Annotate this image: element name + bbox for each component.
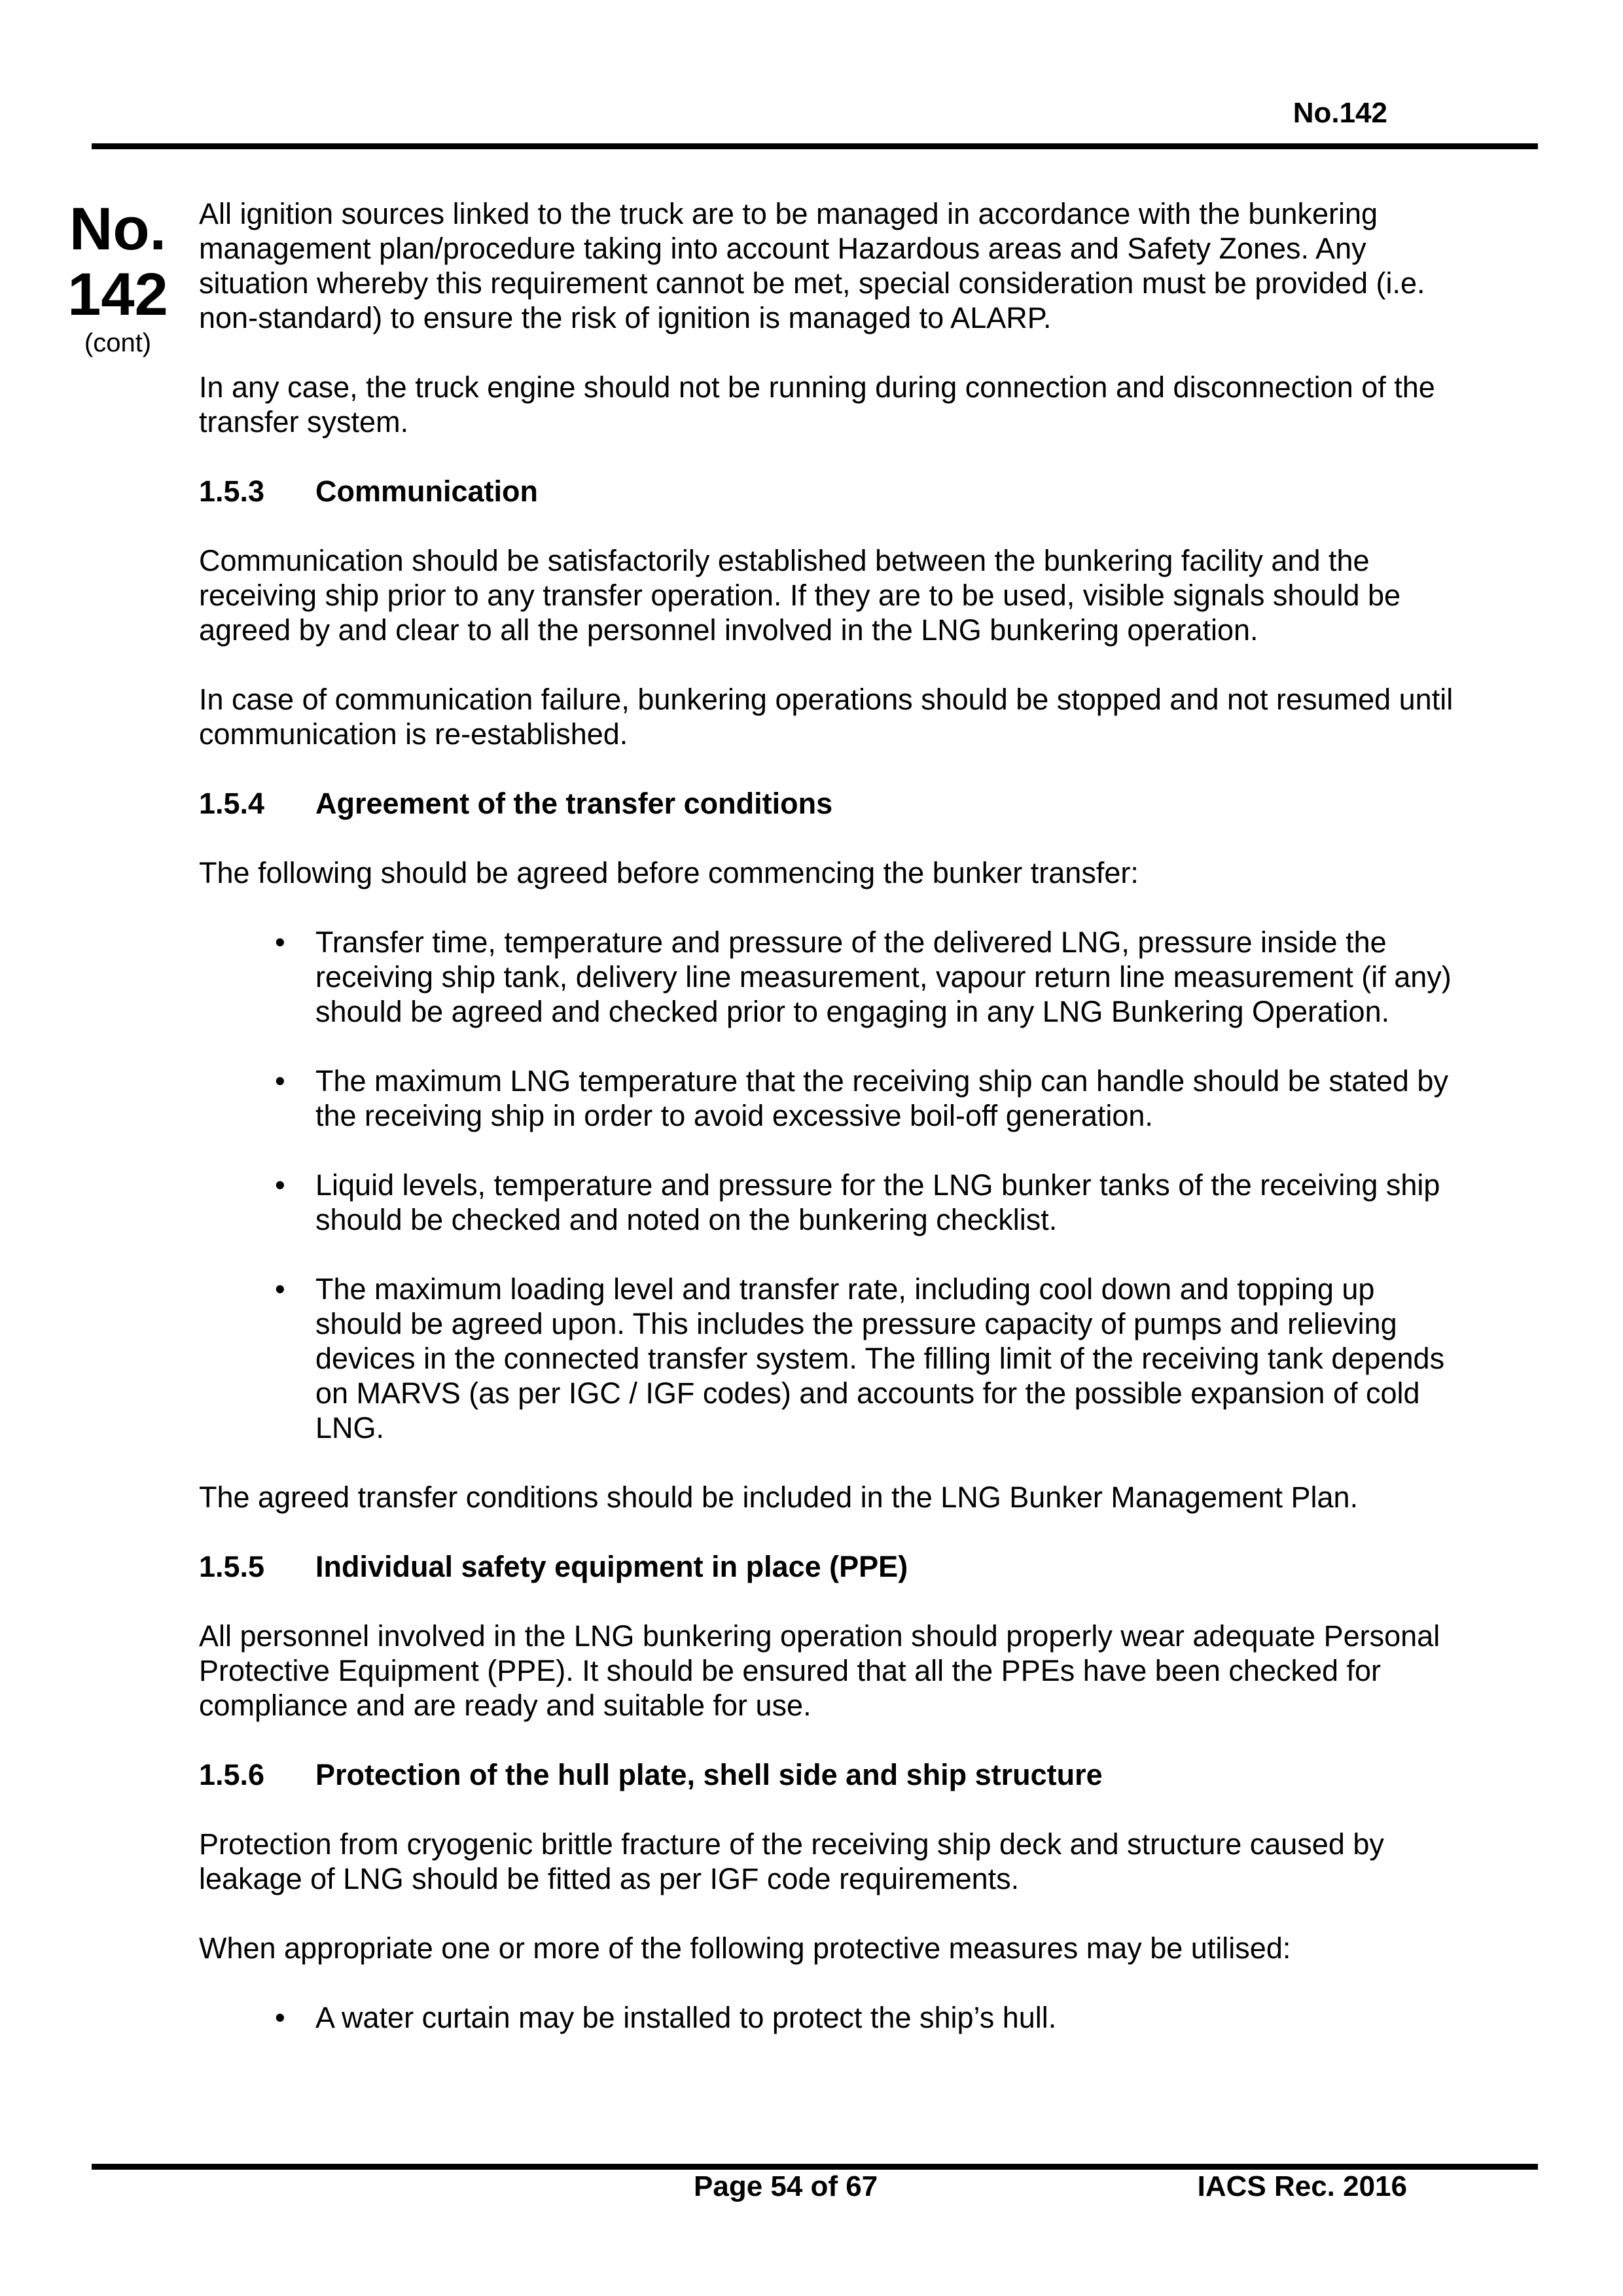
section-number: 1.5.3 bbox=[199, 475, 265, 508]
list-item bbox=[199, 1064, 1455, 1133]
bullet-list bbox=[199, 925, 1455, 1445]
paragraph: All personnel involved in the LNG bunkering operation should properly wear adequate Personal Protective Equipment (PPE). It should be ensured that all the PPEs have been checked for compliance and are ready and suitable for use. bbox=[199, 1619, 1440, 1722]
sidebar-cont: (cont) bbox=[84, 329, 152, 357]
paragraph: The following should be agreed before commencing the bunker transfer: bbox=[199, 856, 1139, 889]
section-heading-1-5-5 bbox=[199, 1549, 1455, 1584]
list-item-text: Liquid levels, temperature and pressure for the LNG bunker tanks of the receiving ship should be checked and noted on the bunkering checklist. bbox=[315, 1168, 1440, 1236]
list-item bbox=[199, 925, 1455, 1029]
main-content bbox=[199, 196, 1455, 2070]
section-heading-1-5-6 bbox=[199, 1757, 1455, 1792]
section-number: 1.5.6 bbox=[199, 1758, 265, 1791]
section-title: Individual safety equipment in place (PPE) bbox=[315, 1550, 908, 1583]
list-item-text: A water curtain may be installed to protect the ship’s hull. bbox=[315, 2001, 1057, 2034]
sidebar bbox=[52, 196, 183, 358]
bullet-icon: • bbox=[275, 925, 285, 959]
paragraph: In case of communication failure, bunkering operations should be stopped and not resumed until communication is re-established. bbox=[199, 683, 1454, 751]
paragraph: The agreed transfer conditions should be included in the LNG Bunker Management Plan. bbox=[199, 1480, 1359, 1514]
list-item-text: Transfer time, temperature and pressure of the delivered LNG, pressure inside the receiving ship tank, delivery line measurement, vapour return line measurement (if any) should be agreed and checked prior to engaging in any LNG Bunkering Operation. bbox=[315, 925, 1452, 1028]
paragraph: In any case, the truck engine should not be running during connection and disconnection of the transfer system. bbox=[199, 370, 1435, 439]
bullet-icon: • bbox=[275, 1272, 285, 1306]
paragraph: All ignition sources linked to the truck are to be managed in accordance with the bunkering management plan/procedure taking into account Hazardous areas and Safety Zones. Any situation whereby this requirement cannot be met, special consideration must be provided (i.e. non-standard) to ensure the risk of ignition is managed to ALARP. bbox=[199, 197, 1425, 334]
list-item bbox=[199, 2000, 1455, 2035]
section-title: Agreement of the transfer conditions bbox=[315, 787, 833, 820]
section-title: Communication bbox=[315, 475, 539, 508]
header-rule bbox=[92, 143, 1538, 149]
sidebar-no-label: No. bbox=[69, 196, 167, 262]
paragraph: Communication should be satisfactorily established between the bunkering facility and the receiving ship prior to any transfer operation. If they are to be used, visible signals should be agreed by and clear to all the personnel involved in the LNG bunkering operation. bbox=[199, 544, 1401, 647]
header-doc-number: No.142 bbox=[1293, 97, 1387, 129]
paragraph: When appropriate one or more of the following protective measures may be utilised: bbox=[199, 1931, 1291, 1965]
list-item-text: The maximum LNG temperature that the receiving ship can handle should be stated by the receiving ship in order to avoid excessive boil-off generation. bbox=[315, 1064, 1448, 1132]
section-number: 1.5.5 bbox=[199, 1550, 265, 1583]
bullet-list bbox=[199, 2000, 1455, 2035]
list-item bbox=[199, 1272, 1455, 1445]
bullet-icon: • bbox=[275, 1168, 285, 1202]
bullet-icon: • bbox=[275, 2001, 285, 2034]
paragraph: Protection from cryogenic brittle fracture of the receiving ship deck and structure caused by leakage of LNG should be fitted as per IGF code requirements. bbox=[199, 1827, 1384, 1895]
bullet-icon: • bbox=[275, 1064, 285, 1098]
section-heading-1-5-3 bbox=[199, 474, 1455, 509]
footer-rule bbox=[92, 2164, 1538, 2170]
sidebar-number: 142 bbox=[67, 261, 168, 328]
list-item-text: The maximum loading level and transfer rate, including cool down and topping up should be agreed upon. This includes the pressure capacity of pumps and relieving devices in the connected transfer system. The filling limit of the receiving tank depends on MARVS (as per IGC / IGF codes) and accounts for the possible expansion of cold LNG. bbox=[315, 1272, 1445, 1444]
section-number: 1.5.4 bbox=[199, 787, 265, 820]
section-title: Protection of the hull plate, shell side and ship structure bbox=[315, 1758, 1103, 1791]
section-heading-1-5-4 bbox=[199, 786, 1455, 821]
footer-rec: IACS Rec. 2016 bbox=[1197, 2170, 1407, 2202]
list-item bbox=[199, 1168, 1455, 1237]
footer-page-number: Page 54 of 67 bbox=[694, 2170, 878, 2202]
